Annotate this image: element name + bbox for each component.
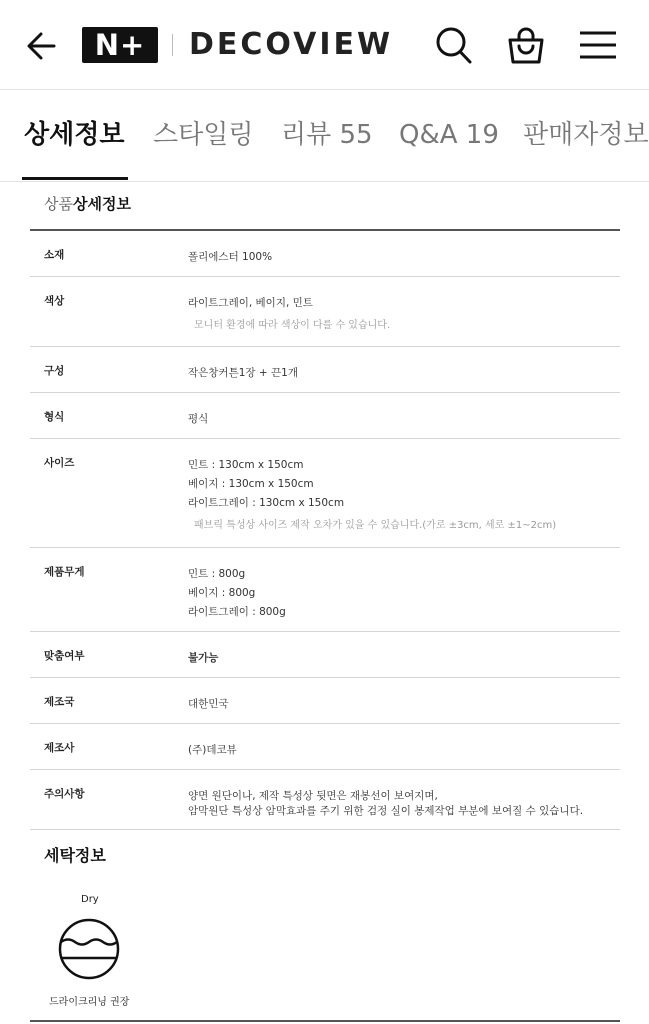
section-title: 상품상세정보 — [44, 195, 131, 213]
product-tabs — [0, 91, 649, 182]
spec-key: 주의사항 — [44, 788, 85, 800]
spec-row-form — [30, 393, 620, 439]
search-icon[interactable] — [434, 24, 474, 66]
spec-key: 색상 — [44, 295, 65, 307]
arrow-left-icon[interactable] — [24, 28, 60, 64]
spec-value: 작은창커튼1장 + 끈1개 — [188, 367, 298, 379]
dry-caption: 드라이크리닝 권장 — [49, 997, 130, 1008]
spec-row-size — [30, 439, 620, 548]
spec-row-maker — [30, 724, 620, 770]
brand-logo-mark[interactable]: N+ — [82, 27, 158, 63]
spec-row-material — [30, 231, 620, 277]
spec-key: 맞춤여부 — [44, 650, 85, 662]
spec-row-weight — [30, 548, 620, 632]
menu-icon[interactable] — [578, 24, 618, 66]
brand-logo-text[interactable]: DECOVIEW — [189, 27, 394, 62]
bottom-divider — [30, 1020, 620, 1022]
tab-styling[interactable]: 스타일링 — [153, 120, 254, 150]
spec-key: 제조사 — [44, 742, 75, 754]
spec-value: 양면 원단이나, 제작 특성상 뒷면은 재봉선이 보여지며, 암막원단 특성상 암막효과를 주기 위한 검정 실이 봉제작업 부분에 보여질 수 있습니다. — [188, 790, 584, 817]
spec-value: 불가능 — [188, 652, 219, 664]
spec-value: (주)데코뷰 — [188, 744, 237, 756]
shopping-bag-icon[interactable] — [506, 24, 546, 66]
spec-value: 민트 : 130cm x 150cm 베이지 : 130cm x 150cm 라이트그레이 : 130cm x 150cm 패브릭 특성상 사이즈 제작 오차가 있을 수 있습니다.(가로 ±3cm, 세로 ±1~2cm) — [188, 456, 556, 535]
spec-key: 사이즈 — [44, 457, 75, 469]
logo-divider — [172, 34, 173, 56]
washing-title: 세탁정보 — [44, 846, 106, 865]
spec-row-composition — [30, 347, 620, 393]
dry-symbol-label: Dry — [81, 894, 99, 905]
spec-table — [30, 229, 620, 830]
active-tab-indicator — [22, 177, 128, 180]
tab-seller-info[interactable]: 판매자정보 — [523, 120, 649, 150]
spec-key: 소재 — [44, 249, 65, 261]
tab-reviews[interactable]: 리뷰 55 — [281, 120, 373, 150]
spec-value: 폴리에스터 100% — [188, 251, 273, 263]
spec-value: 평식 — [188, 413, 209, 425]
spec-row-caution — [30, 770, 620, 830]
tab-qna[interactable]: Q&A 19 — [399, 120, 499, 150]
spec-value: 대한민국 — [188, 698, 229, 710]
spec-key: 제품무게 — [44, 566, 85, 578]
spec-key: 형식 — [44, 411, 65, 423]
tab-detail[interactable]: 상세정보 — [24, 120, 125, 150]
spec-value: 라이트그레이, 베이지, 민트 모니터 환경에 따라 색상이 다를 수 있습니다. — [188, 294, 390, 335]
spec-row-color — [30, 277, 620, 347]
spec-key: 제조국 — [44, 696, 75, 708]
spec-key: 구성 — [44, 365, 65, 377]
top-header — [0, 0, 649, 90]
spec-note: 패브릭 특성상 사이즈 제작 오차가 있을 수 있습니다.(가로 ±3cm, 세로 ±1~2cm) — [194, 520, 557, 531]
spec-row-origin — [30, 678, 620, 724]
spec-value: 민트 : 800g 베이지 : 800g 라이트그레이 : 800g — [188, 568, 286, 618]
spec-note: 모니터 환경에 따라 색상이 다를 수 있습니다. — [194, 320, 391, 331]
spec-row-custom — [30, 632, 620, 678]
dry-clean-icon — [58, 918, 120, 980]
